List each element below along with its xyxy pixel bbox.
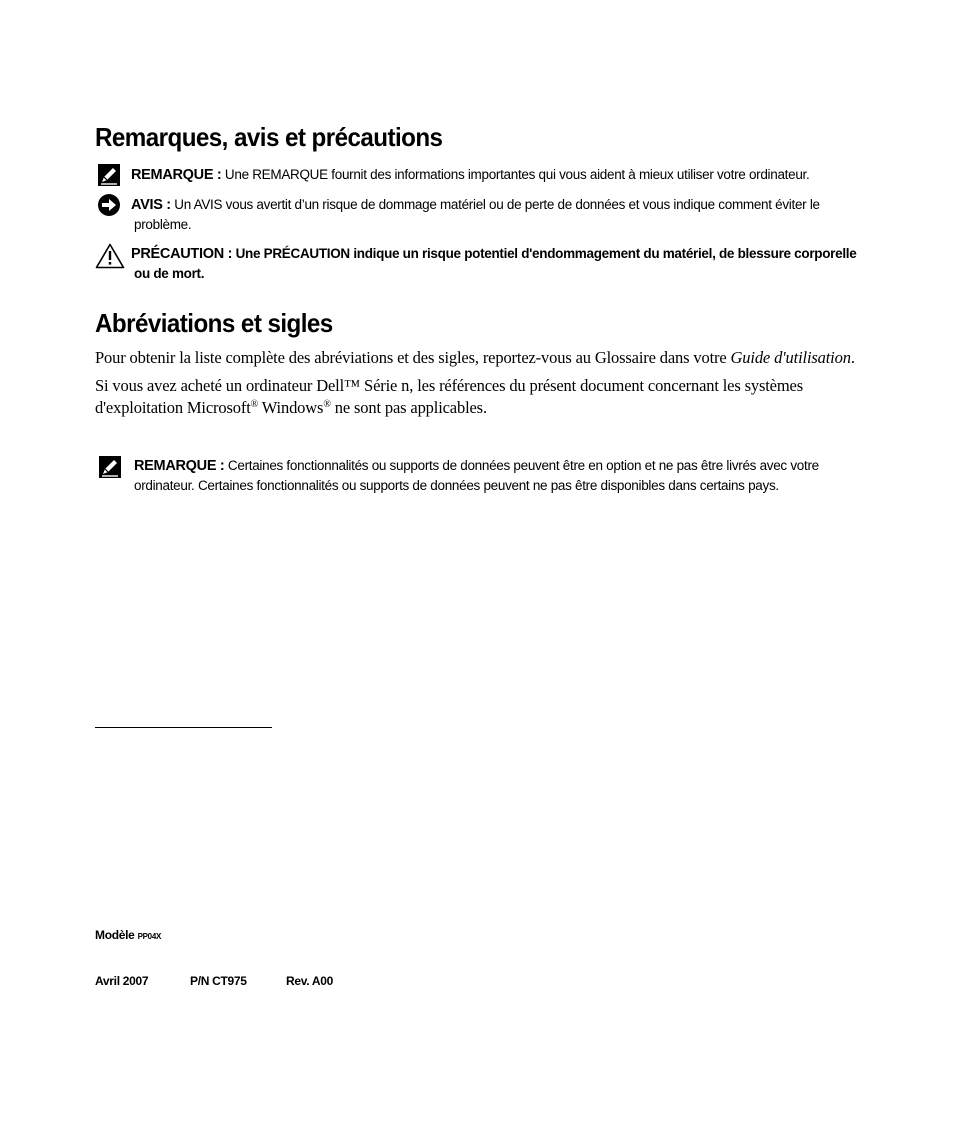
part-number: P/N CT975	[190, 974, 247, 988]
paragraph-glossary-text: Pour obtenir la liste complète des abréviations et des sigles, reportez-vous au Glossaire dans votre	[95, 348, 731, 367]
notice-label: AVIS :	[131, 197, 171, 213]
paragraph-dell-n-series	[95, 375, 803, 419]
note-icon	[97, 163, 121, 187]
model-value: PP04X	[137, 932, 162, 941]
notice-icon	[97, 193, 121, 217]
model-label: Modèle	[95, 928, 135, 942]
caution-precaution	[131, 244, 856, 284]
notice-text-line1: Un AVIS vous avertit d’un risque de dommage matériel ou de perte de données et vous indique comment éviter le	[174, 197, 820, 212]
paragraph-glossary-end: .	[850, 348, 855, 367]
registered-mark: ®	[323, 399, 331, 410]
paragraph-dell-line1: Si vous avez acheté un ordinateur Dell™ Série n, les références du présent document concernant les systèmes	[95, 376, 803, 395]
note-text-line2: ordinateur. Certaines fonctionnalités ou supports de données peuvent ne pas être disponibles dans certains pays.	[134, 478, 779, 493]
footnote-rule	[95, 727, 272, 728]
paragraph-dell-end: ne sont pas applicables.	[330, 398, 487, 417]
model-line	[95, 928, 161, 942]
paragraph-dell-microsoft: d'exploitation Microsoft	[95, 398, 251, 417]
revision: Rev. A00	[286, 974, 333, 988]
note-label: REMARQUE :	[134, 458, 225, 474]
note-text-line1: Certaines fonctionnalités ou supports de données peuvent être en option et ne pas être livrés avec votre	[227, 458, 819, 473]
note-remarque	[131, 165, 809, 185]
note-remarque-features	[134, 456, 819, 496]
section-heading-notes: Remarques, avis et précautions	[95, 122, 443, 152]
guide-title: Guide d'utilisation	[730, 348, 851, 367]
caution-text-line1: Une PRÉCAUTION indique un risque potentiel d'endommagement du matériel, de blessure corporelle	[235, 246, 857, 261]
notice-avis	[131, 195, 820, 235]
note-label: REMARQUE :	[131, 167, 222, 183]
caution-text-line2: ou de mort.	[134, 266, 205, 281]
section-heading-abbreviations: Abréviations et sigles	[95, 308, 333, 338]
caution-icon	[95, 243, 125, 269]
paragraph-glossary	[95, 347, 855, 369]
registered-mark: ®	[250, 399, 259, 410]
paragraph-dell-windows: Windows	[258, 398, 324, 417]
note-text: Une REMARQUE fournit des informations importantes qui vous aident à mieux utiliser votre ordinateur.	[224, 167, 810, 182]
note-icon	[98, 455, 122, 479]
date: Avril 2007	[95, 974, 149, 988]
caution-label: PRÉCAUTION :	[131, 246, 233, 262]
notice-text-line2: problème.	[134, 217, 192, 232]
